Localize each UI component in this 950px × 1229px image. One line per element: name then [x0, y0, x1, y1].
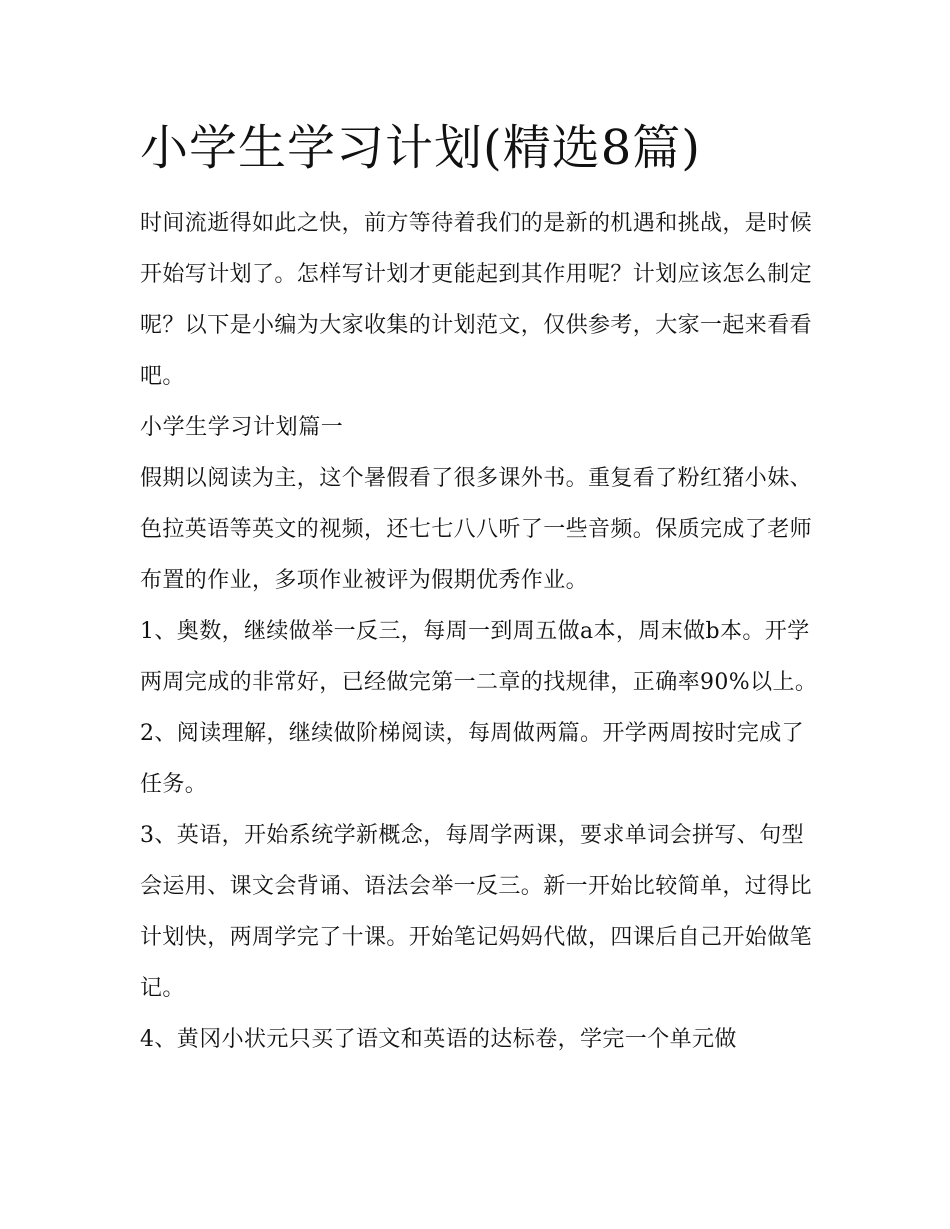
list-item: 1、奥数，继续做举一反三，每周一到周五做a本，周末做b本。开学两周完成的非常好，已经做完第一二章的找规律，正确率90%以上。: [140, 619, 818, 695]
body-paragraph: 假期以阅读为主，这个暑假看了很多课外书。重复看了粉红猪小妹、色拉英语等英文的视频，还七七八八听了一些音频。保质完成了老师布置的作业，多项作业被评为假期优秀作业。: [140, 466, 813, 593]
document-page: [140, 112, 820, 1065]
list-item: 4、黄冈小状元只买了语文和英语的达标卷，学完一个单元做: [140, 1027, 737, 1052]
section-heading: 小学生学习计划篇一: [140, 415, 344, 440]
intro-paragraph: 时间流逝得如此之快，前方等待着我们的是新的机遇和挑战，是时候开始写计划了。怎样写计划才更能起到其作用呢？计划应该怎么制定呢？以下是小编为大家收集的计划范文，仅供参考，大家一起来看看吧。: [140, 211, 813, 389]
list-item: 3、英语，开始系统学新概念，每周学两课，要求单词会拼写、句型会运用、课文会背诵、语法会举一反三。新一开始比较简单，过得比计划快，两周学完了十课。开始笔记妈妈代做，四课后自己开始做笔记。: [140, 823, 813, 1001]
document-title: 小学生学习计划(精选8篇): [140, 120, 701, 176]
document-body: [140, 198, 820, 1065]
list-item: 2、阅读理解，继续做阶梯阅读，每周做两篇。开学两周按时完成了任务。: [140, 721, 804, 797]
